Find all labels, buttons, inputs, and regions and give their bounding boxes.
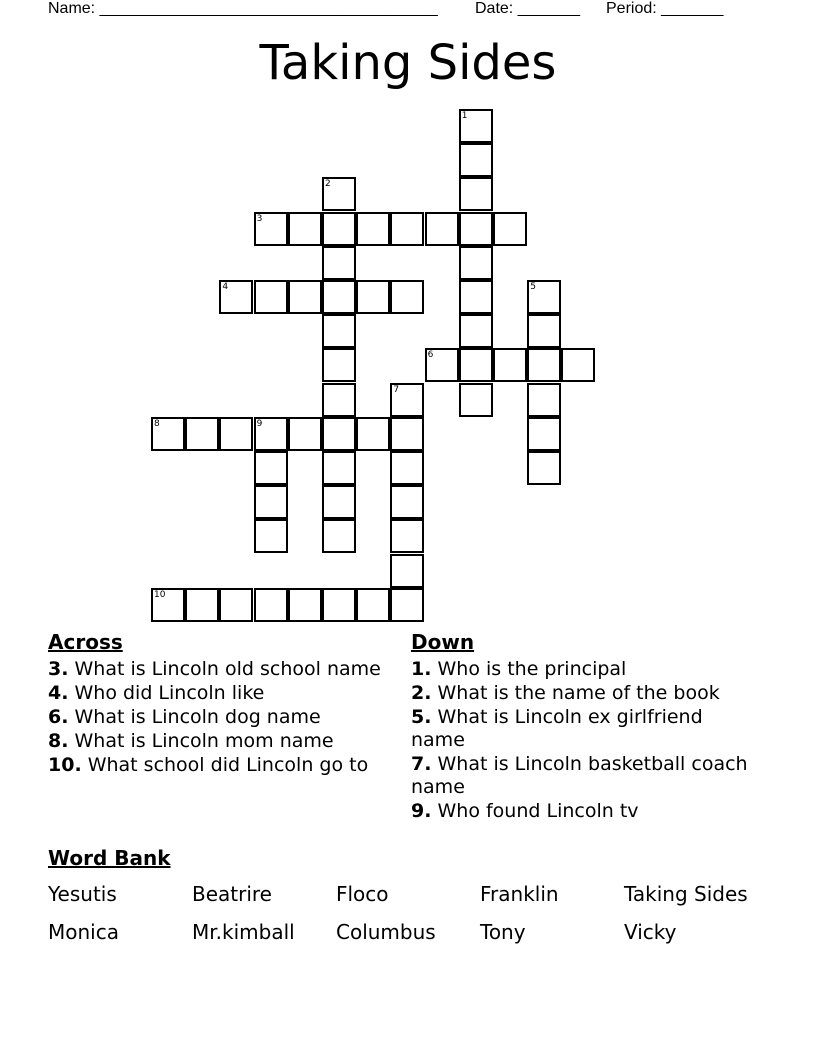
grid-cell[interactable]	[254, 212, 288, 246]
grid-cell[interactable]	[185, 588, 219, 622]
grid-cell[interactable]	[151, 417, 185, 451]
across-clue	[48, 706, 398, 729]
clue-number-label: 7.	[411, 753, 432, 775]
word-bank-item: Vicky	[624, 920, 677, 944]
word-bank-item: Taking Sides	[624, 882, 748, 906]
period-field[interactable]: Period: _______	[606, 0, 724, 17]
grid-cell[interactable]	[322, 177, 356, 211]
grid-cell[interactable]	[254, 451, 288, 485]
grid-cell[interactable]	[322, 417, 356, 451]
grid-cell[interactable]	[322, 485, 356, 519]
down-clue	[411, 706, 761, 752]
grid-cell[interactable]	[459, 143, 493, 177]
clue-text: Who is the principal	[431, 658, 627, 680]
down-clue	[411, 658, 761, 681]
clue-number: 7	[393, 384, 400, 395]
grid-cell[interactable]	[527, 348, 561, 382]
grid-cell[interactable]	[527, 451, 561, 485]
grid-cell[interactable]	[390, 212, 424, 246]
clue-number: 5	[530, 282, 536, 292]
grid-cell[interactable]	[425, 212, 459, 246]
grid-cell[interactable]	[288, 212, 322, 246]
clue-number: 2	[325, 179, 331, 190]
grid-cell[interactable]	[356, 280, 390, 314]
clue-text: What is Lincoln dog name	[68, 706, 321, 728]
grid-cell[interactable]	[527, 280, 561, 314]
grid-cell[interactable]	[356, 417, 390, 451]
across-clue	[48, 754, 398, 777]
clue-text: What is Lincoln mom name	[68, 730, 334, 752]
clue-text: What is Lincoln old school name	[68, 658, 381, 680]
clue-number: 9	[256, 418, 263, 429]
grid-cell[interactable]	[390, 417, 424, 451]
word-bank-item: Columbus	[336, 920, 436, 944]
grid-cell[interactable]	[390, 485, 424, 519]
clue-number: 10	[154, 589, 166, 600]
grid-cell[interactable]	[459, 314, 493, 348]
grid-cell[interactable]	[254, 485, 288, 519]
grid-cell[interactable]	[390, 588, 424, 622]
grid-cell[interactable]	[254, 588, 288, 622]
grid-cell[interactable]	[561, 348, 595, 382]
grid-cell[interactable]	[527, 417, 561, 451]
grid-cell[interactable]	[322, 246, 356, 280]
clue-number-label: 1.	[411, 658, 432, 680]
clue-text: Who found Lincoln tv	[431, 800, 639, 822]
across-clue	[48, 658, 398, 681]
clue-number-label: 3.	[48, 658, 69, 680]
grid-cell[interactable]	[322, 314, 356, 348]
grid-cell[interactable]	[151, 588, 185, 622]
grid-cell[interactable]	[356, 588, 390, 622]
word-bank-item: Franklin	[480, 882, 559, 906]
grid-cell[interactable]	[288, 417, 322, 451]
grid-cell[interactable]	[322, 383, 356, 417]
grid-cell[interactable]	[459, 177, 493, 211]
clue-number-label: 8.	[48, 730, 69, 752]
clue-number: 8	[154, 418, 160, 429]
grid-cell[interactable]	[185, 417, 219, 451]
grid-cell[interactable]	[459, 109, 493, 143]
grid-cell[interactable]	[459, 212, 493, 246]
clue-number-label: 2.	[411, 682, 432, 704]
word-bank-heading: Word Bank	[48, 846, 171, 870]
clue-number-label: 6.	[48, 706, 69, 728]
down-clues	[411, 630, 761, 824]
clue-number: 3	[256, 213, 263, 224]
clue-number: 1	[461, 111, 468, 121]
name-field[interactable]: Name: ______________________________________	[48, 0, 438, 17]
grid-cell[interactable]	[254, 519, 288, 553]
grid-cell[interactable]	[322, 519, 356, 553]
grid-cell[interactable]	[493, 348, 527, 382]
clue-number-label: 5.	[411, 706, 432, 728]
down-heading: Down	[411, 630, 475, 654]
grid-cell[interactable]	[390, 280, 424, 314]
across-clue	[48, 682, 398, 705]
across-clues	[48, 630, 398, 778]
clue-text: What is Lincoln basketball coach name	[411, 753, 748, 798]
grid-cell[interactable]	[219, 280, 253, 314]
grid-cell[interactable]	[322, 280, 356, 314]
grid-cell[interactable]	[254, 280, 288, 314]
grid-cell[interactable]	[322, 348, 356, 382]
grid-cell[interactable]	[288, 588, 322, 622]
clue-text: What is Lincoln ex girlfriend name	[411, 706, 703, 751]
grid-cell[interactable]	[356, 212, 390, 246]
grid-cell[interactable]	[390, 519, 424, 553]
date-field[interactable]: Date: _______	[475, 0, 580, 17]
word-bank-item: Floco	[336, 882, 389, 906]
grid-cell[interactable]	[390, 383, 424, 417]
grid-cell[interactable]	[527, 383, 561, 417]
grid-cell[interactable]	[219, 588, 253, 622]
grid-cell[interactable]	[390, 554, 424, 588]
grid-cell[interactable]	[425, 348, 459, 382]
clue-number-label: 10.	[48, 754, 82, 776]
grid-cell[interactable]	[322, 212, 356, 246]
grid-cell[interactable]	[390, 451, 424, 485]
word-bank-item: Mr.kimball	[192, 920, 295, 944]
grid-cell[interactable]	[493, 212, 527, 246]
grid-cell[interactable]	[527, 314, 561, 348]
clue-number: 4	[222, 282, 229, 292]
clue-number-label: 9.	[411, 800, 432, 822]
down-clue	[411, 800, 761, 823]
down-clue	[411, 682, 761, 705]
grid-cell[interactable]	[322, 588, 356, 622]
across-clue	[48, 730, 398, 753]
grid-cell[interactable]	[459, 383, 493, 417]
word-bank-item: Tony	[480, 920, 526, 944]
down-clue	[411, 753, 761, 799]
grid-cell[interactable]	[322, 451, 356, 485]
grid-cell[interactable]	[219, 417, 253, 451]
grid-cell[interactable]	[459, 246, 493, 280]
grid-cell[interactable]	[459, 280, 493, 314]
clue-text: What school did Lincoln go to	[81, 754, 369, 776]
grid-cell[interactable]	[254, 417, 288, 451]
across-heading: Across	[48, 630, 123, 654]
page-title: Taking Sides	[259, 35, 557, 91]
clue-text: Who did Lincoln like	[68, 682, 265, 704]
word-bank-item: Monica	[48, 920, 119, 944]
clue-text: What is the name of the book	[431, 682, 720, 704]
word-bank-item: Beatrire	[192, 882, 272, 906]
clue-number: 6	[427, 350, 434, 361]
clue-number-label: 4.	[48, 682, 69, 704]
grid-cell[interactable]	[459, 348, 493, 382]
grid-cell[interactable]	[288, 280, 322, 314]
word-bank-item: Yesutis	[48, 882, 117, 906]
